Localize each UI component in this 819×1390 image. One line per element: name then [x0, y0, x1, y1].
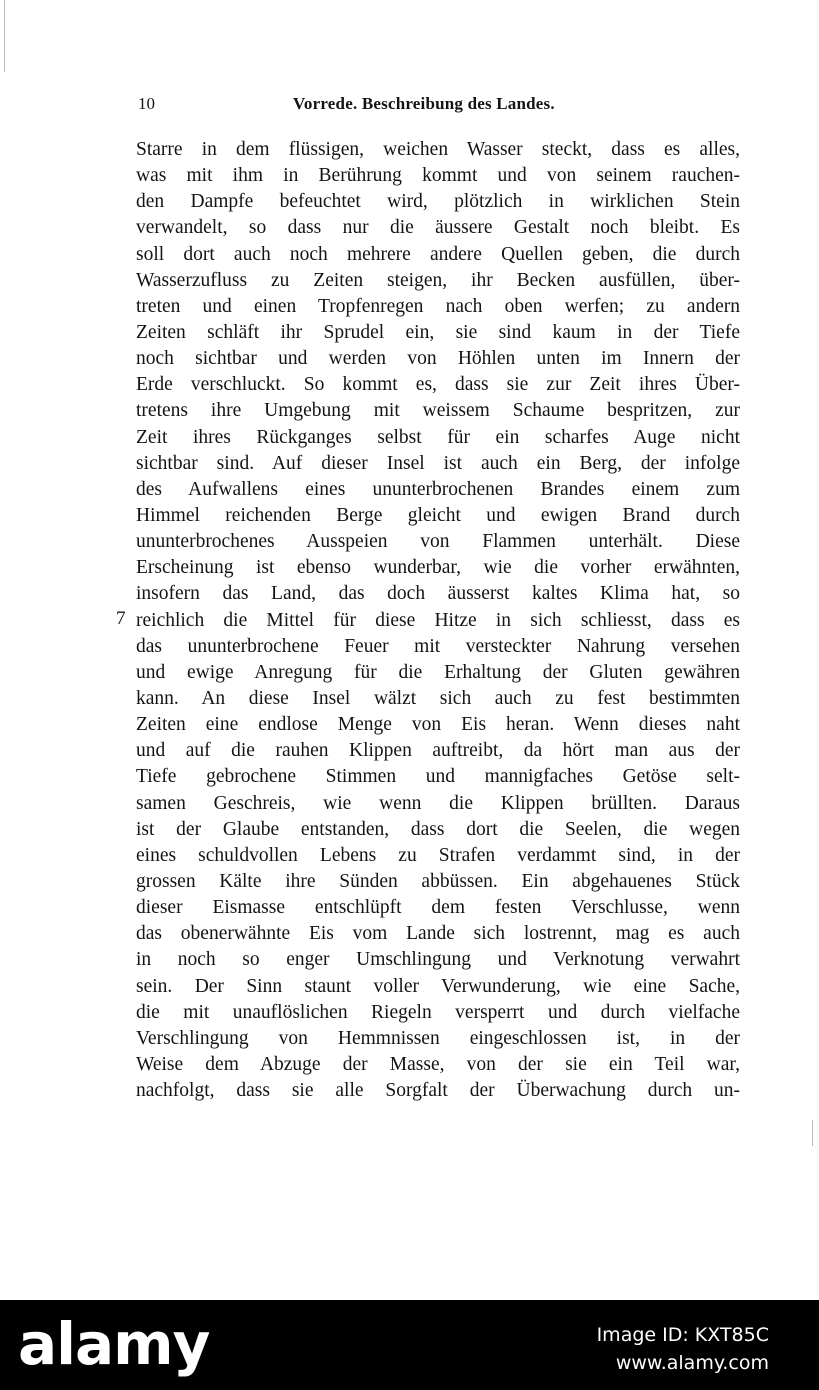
text-line: reichlich die Mittel für diese Hitze in sich schliesst, dass es: [136, 609, 740, 631]
scan-edge-mark-right: [812, 1120, 813, 1146]
site-url: www.alamy.com: [615, 1352, 769, 1374]
running-head: Vorrede. Beschreibung des Landes.: [293, 94, 555, 113]
margin-number: 7: [116, 608, 126, 629]
watermark-footer: [0, 1300, 819, 1390]
text-line: tretens ihre Umgebung mit weissem Schaume bespritzen, zur: [136, 400, 740, 422]
text-line: Verschlingung von Hemmnissen eingeschlossen ist, in der: [136, 1027, 740, 1049]
body-text: [136, 137, 740, 1104]
image-id-label: Image ID: KXT85C: [596, 1324, 769, 1346]
text-line: Wasserzufluss zu Zeiten steigen, ihr Becken ausfüllen, über-: [136, 269, 740, 291]
text-line: insofern das Land, das doch äusserst kaltes Klima hat, so: [136, 583, 740, 605]
page-number: 10: [138, 94, 155, 113]
text-line: ununterbrochenes Ausspeien von Flammen unterhält. Diese: [136, 531, 740, 553]
text-line: das ununterbrochene Feuer mit versteckter Nahrung versehen: [136, 635, 740, 657]
text-line: und ewige Anregung für die Erhaltung der Gluten gewähren: [136, 661, 740, 683]
text-line: eines schuldvollen Lebens zu Strafen verdammt sind, in der: [136, 844, 740, 866]
text-line: Starre in dem flüssigen, weichen Wasser steckt, dass es alles,: [136, 139, 740, 160]
text-line: kann. An diese Insel wälzt sich auch zu fest bestimmten: [136, 687, 740, 709]
text-line: das obenerwähnte Eis vom Lande sich lostrennt, mag es auch: [136, 923, 740, 945]
text-line: des Aufwallens eines ununterbrochenen Brandes einem zum: [136, 478, 740, 500]
text-line: treten und einen Tropfenregen nach oben werfen; zu andern: [136, 295, 740, 317]
text-line: Erde verschluckt. So kommt es, dass sie zur Zeit ihres Über-: [136, 374, 740, 396]
text-line: sein. Der Sinn staunt voller Verwunderung, wie eine Sache,: [136, 975, 740, 997]
scan-edge-mark-left: [4, 0, 5, 72]
text-line: die mit unauflöslichen Riegeln versperrt und durch vielfache: [136, 1001, 740, 1023]
text-line: ist der Glaube entstanden, dass dort die Seelen, die wegen: [136, 818, 740, 840]
page-header: [138, 94, 738, 118]
text-line: samen Geschreis, wie wenn die Klippen brüllten. Daraus: [136, 792, 740, 814]
brand-logo: alamy: [18, 1310, 210, 1378]
text-line: Zeit ihres Rückganges selbst für ein scharfes Auge nicht: [136, 426, 740, 448]
text-line: nachfolgt, dass sie alle Sorgfalt der Überwachung durch un-: [136, 1080, 740, 1102]
text-line: sichtbar sind. Auf dieser Insel ist auch ein Berg, der infolge: [136, 452, 740, 474]
text-line: und auf die rauhen Klippen auftreibt, da hört man aus der: [136, 740, 740, 762]
text-line: in noch so enger Umschlingung und Verknotung verwahrt: [136, 949, 740, 971]
text-line: was mit ihm in Berührung kommt und von seinem rauchen-: [136, 165, 740, 187]
text-line: Tiefe gebrochene Stimmen und mannigfaches Getöse selt-: [136, 766, 740, 788]
text-line: Weise dem Abzuge der Masse, von der sie ein Teil war,: [136, 1053, 740, 1075]
text-line: Himmel reichenden Berge gleicht und ewigen Brand durch: [136, 504, 740, 526]
text-line: noch sichtbar und werden von Höhlen unten im Innern der: [136, 348, 740, 370]
text-line: soll dort auch noch mehrere andere Quellen geben, die durch: [136, 243, 740, 265]
text-line: Zeiten eine endlose Menge von Eis heran. Wenn dieses naht: [136, 714, 740, 736]
text-line: Zeiten schläft ihr Sprudel ein, sie sind kaum in der Tiefe: [136, 321, 740, 343]
text-line: dieser Eismasse entschlüpft dem festen Verschlusse, wenn: [136, 897, 740, 919]
text-line: den Dampfe befeuchtet wird, plötzlich in wirklichen Stein: [136, 191, 740, 213]
text-line: grossen Kälte ihre Sünden abbüssen. Ein abgehauenes Stück: [136, 870, 740, 892]
text-line: verwandelt, so dass nur die äussere Gestalt noch bleibt. Es: [136, 217, 740, 239]
text-line: Erscheinung ist ebenso wunderbar, wie die vorher erwähnten,: [136, 557, 740, 579]
